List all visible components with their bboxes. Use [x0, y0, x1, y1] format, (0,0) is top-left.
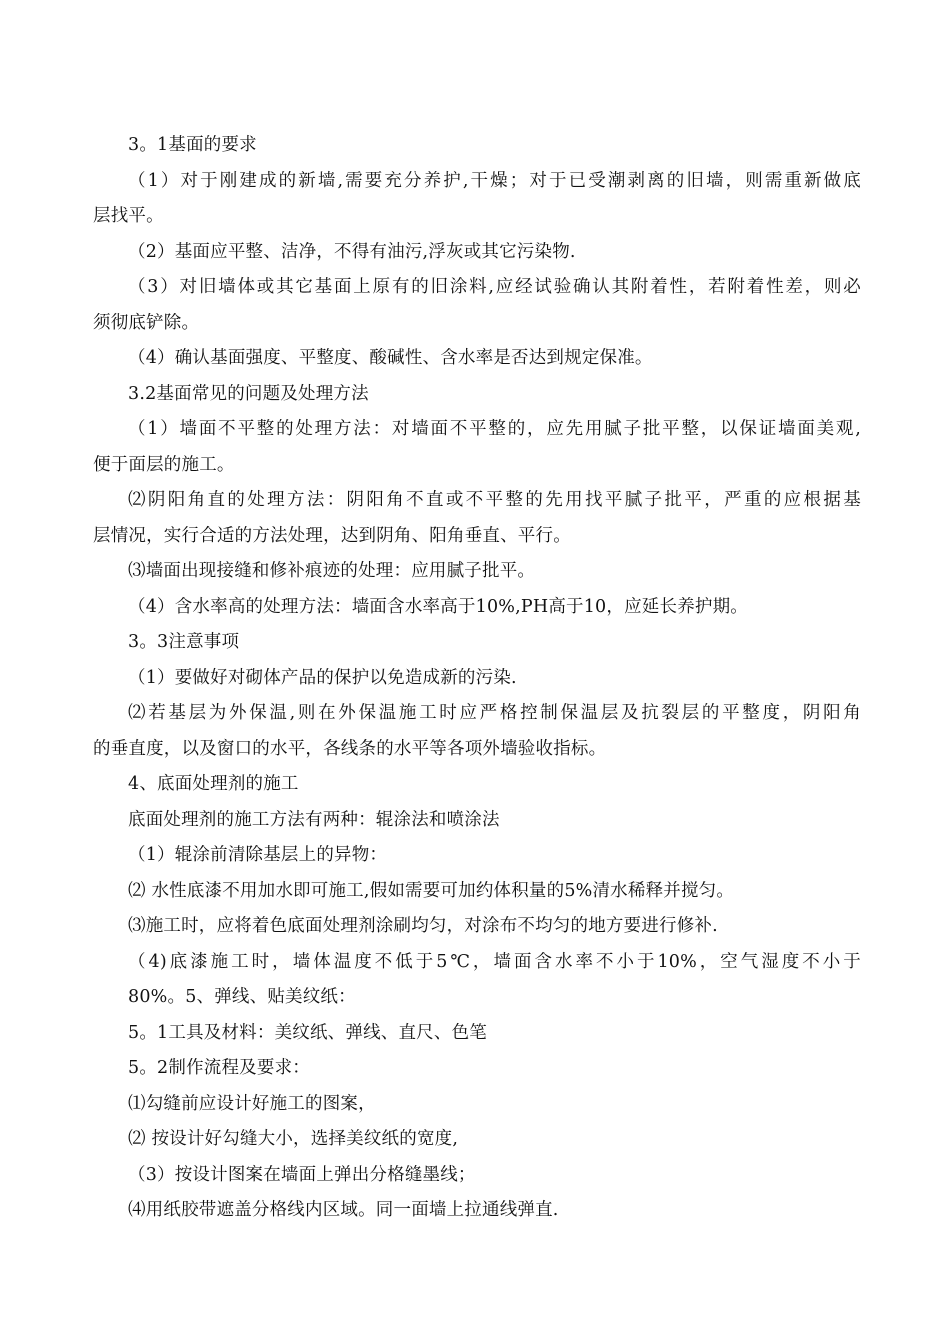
paragraph-line: （1）辊涂前清除基层上的异物：	[128, 845, 388, 865]
paragraph-line: （1）对于刚建成的新墙,需要充分养护,干燥；对于已受潮剥离的旧墙，则需重新做底	[128, 170, 861, 191]
paragraph-line: 的垂直度，以及窗口的水平，各线条的水平等各项外墙验收指标。	[93, 738, 607, 759]
paragraph-line: ⑵ 按设计好勾缝大小，选择美纹纸的宽度,	[128, 1129, 459, 1149]
paragraph-line: （3）按设计图案在墙面上弹出分格缝墨线；	[128, 1164, 476, 1185]
section-heading-4: 4、底面处理剂的施工	[128, 774, 299, 794]
paragraph-line: 层情况，实行合适的方法处理，达到阴角、阳角垂直、平行。	[93, 525, 571, 546]
section-heading-5-1: 5。1工具及材料：美纹纸、弹线、直尺、色笔	[128, 1022, 487, 1043]
paragraph-line: （3）对旧墙体或其它基面上原有的旧涂料,应经试验确认其附着性，若附着性差，则必	[128, 277, 861, 297]
paragraph-line: （4）含水率高的处理方法：墙面含水率高于10%,PH高于10，应延长养护期。	[128, 596, 748, 617]
paragraph-line: （1）墙面不平整的处理方法：对墙面不平整的，应先用腻子批平整，以保证墙面美观,	[128, 419, 861, 439]
paragraph-line: 须彻底铲除。	[93, 312, 200, 333]
section-heading-3-1: 3。1基面的要求	[128, 135, 257, 155]
paragraph-line: ⑷用纸胶带遮盖分格线内区域。同一面墙上拉通线弹直.	[128, 1200, 559, 1220]
paragraph-line: ⑶墙面出现接缝和修补痕迹的处理：应用腻子批平。	[128, 561, 536, 581]
paragraph-line: ⑵若基层为外保温,则在外保温施工时应严格控制保温层及抗裂层的平整度，阴阳角	[128, 703, 861, 723]
paragraph-line: 层找平。	[93, 206, 164, 226]
document-page	[93, 128, 861, 1229]
paragraph-line: 底面处理剂的施工方法有两种：辊涂法和喷涂法	[128, 809, 500, 830]
paragraph-line: ⑵阴阳角直的处理方法：阴阳角不直或不平整的先用找平腻子批平，严重的应根据基	[128, 490, 861, 510]
paragraph-line: （4）确认基面强度、平整度、酸碱性、含水率是否达到规定保准。	[128, 348, 653, 368]
paragraph-line: ⑵ 水性底漆不用加水即可施工,假如需要可加约体积量的5%清水稀释并搅匀。	[128, 880, 735, 901]
paragraph-line: （2）基面应平整、洁净，不得有油污,浮灰或其它污染物.	[128, 241, 576, 262]
section-heading-3-2: 3.2基面常见的问题及处理方法	[128, 383, 369, 404]
paragraph-line: （4)底漆施工时，墙体温度不低于5℃，墙面含水率不小于10%，空气湿度不小于	[128, 951, 861, 972]
paragraph-line: ⑶施工时，应将着色底面处理剂涂刷均匀，对涂布不均匀的地方要进行修补.	[128, 916, 718, 936]
paragraph-line: ⑴勾缝前应设计好施工的图案，	[128, 1093, 376, 1114]
section-heading-5-2: 5。2制作流程及要求：	[128, 1058, 310, 1078]
paragraph-line: 80%。5、弹线、贴美纹纸：	[128, 987, 356, 1007]
section-heading-3-3: 3。3注意事项	[128, 632, 240, 652]
paragraph-line: （1）要做好对砌体产品的保护以免造成新的污染.	[128, 667, 517, 688]
paragraph-line: 便于面层的施工。	[93, 454, 235, 475]
